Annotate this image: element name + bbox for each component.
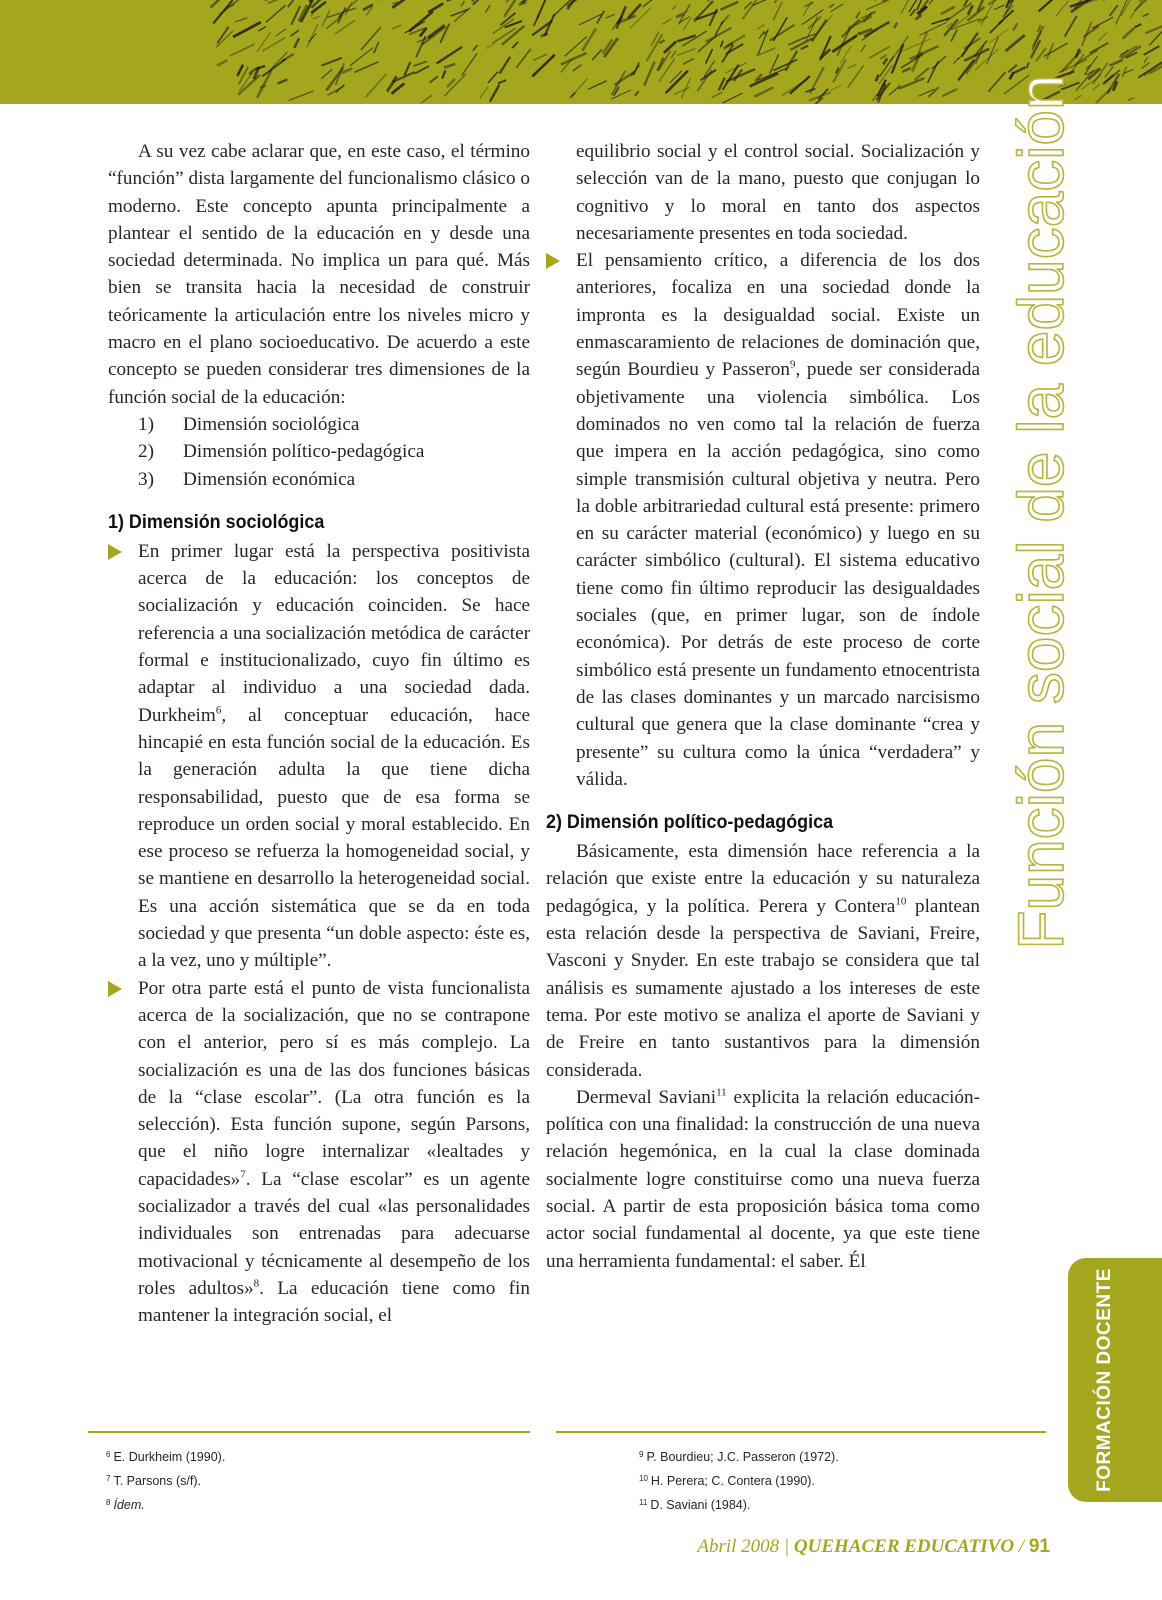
texture-stroke [374,42,379,53]
texture-stroke [486,44,494,49]
footer-separator: | [779,1536,794,1557]
texture-stroke [910,46,939,59]
footnotes-right [639,1444,839,1516]
texture-stroke [278,79,288,83]
paragraph-text: explicita la relación educación-política con una finalidad: la construcción de una nueva relación hegemónica, en la cual la clase dominada socialmente logre constituirse como una nueva fuerza social. A partir de esta proposición básica toma como actor social fundamental al docente, ya que este tiene una herramienta fundamental: el saber. Él [546,1086,981,1272]
footnote-text: T. Parsons (s/f). [113,1474,201,1488]
footnote [639,1444,839,1468]
texture-stroke [454,8,470,22]
side-tab [1068,1258,1162,1502]
texture-stroke [414,61,427,66]
footnotes-left [106,1444,225,1516]
texture-stroke [313,16,320,19]
texture-stroke [1138,61,1162,77]
texture-stroke [674,87,690,94]
list-item-number: 2) [138,441,154,463]
texture-stroke [958,60,974,81]
texture-stroke [876,75,879,82]
texture-stroke [257,32,270,51]
texture-stroke [1076,49,1080,58]
texture-stroke [894,23,897,28]
footnote-ref: 10 [895,895,907,908]
texture-stroke [1145,25,1162,33]
political-paragraph-1 [546,838,980,1084]
right-column [546,138,981,1275]
texture-stroke [291,30,299,36]
bullet-positivist [108,538,530,975]
texture-stroke [722,93,742,103]
side-tab-label: FORMACIÓN DOCENTE [1094,1268,1115,1492]
texture-stroke [677,49,696,56]
footnote-number: 11 [639,1498,648,1507]
texture-stroke [249,70,253,75]
texture-stroke [902,68,911,72]
texture-stroke [833,59,846,82]
footnote-text: D. Saviani (1984). [650,1498,751,1512]
texture-stroke [321,69,332,79]
texture-stroke [1144,57,1148,63]
bullet-text: , al conceptuar educación, hace hincapié en esta función social de la educación. Es la generación adulta la que tiene dicha responsabilidad, puesto que de esa forma se reproduce un orden social y moral establecido. En ese proceso se refuerza la homogeneidad social, y se mantiene en desarrollo la heterogeneidad social. Es una acción sistemática que se da en toda sociedad y que presenta “un doble aspecto: éste es, a la vez, uno y múltiple”. [138,704,530,972]
texture-stroke [437,47,463,64]
texture-stroke [582,29,596,51]
texture-stroke [1123,28,1135,39]
list-item [138,466,530,493]
footnote-text: H. Perera; C. Contera (1990). [650,1474,815,1488]
texture-stroke [1006,35,1025,51]
section-heading-political: 2) Dimensión político-pedagógica [546,811,834,834]
page-footer [697,1536,1050,1558]
texture-stroke [647,34,663,61]
texture-stroke [1096,89,1111,103]
texture-stroke [994,5,1004,10]
texture-stroke [990,20,1003,33]
texture-stroke [588,81,606,89]
texture-stroke [1092,85,1099,91]
footnote [639,1468,839,1492]
texture-stroke [856,12,860,19]
footnote-text: E. Durkheim (1990). [113,1450,226,1464]
triangle-bullet-icon [108,544,122,560]
footnote [639,1492,839,1516]
texture-stroke [451,9,469,16]
texture-stroke [757,25,765,30]
texture-stroke [915,15,921,20]
texture-stroke [1128,98,1135,101]
texture-stroke [813,15,833,39]
texture-stroke [262,59,286,77]
texture-stroke [901,0,913,13]
texture-stroke [861,45,866,52]
footnote-number: 7 [106,1474,111,1483]
list-item-label: Dimensión sociológica [183,413,360,435]
footnote-ref: 6 [215,704,222,717]
texture-stroke [866,0,894,10]
texture-stroke [461,1,464,6]
texture-stroke [901,54,924,68]
texture-stroke [294,38,299,48]
bullet-text: El pensamiento crítico, a diferencia de los dos anteriores, focaliza en una sociedad donde la impronta es la desigualdad social. Existe un enmascaramiento de relaciones de dominación que, según Bourdieu y Passeron [576,250,980,381]
texture-stroke [230,44,255,56]
vertical-section-title [1005,73,1077,950]
texture-stroke [697,70,712,92]
texture-stroke [260,86,266,88]
texture-stroke [750,73,778,86]
texture-stroke [289,91,314,101]
footnote-ref: 8 [253,1277,260,1290]
texture-stroke [1141,63,1149,69]
footnote-ref: 9 [789,358,796,371]
dimensions-list [108,411,530,493]
texture-stroke [1036,48,1046,62]
texture-stroke [932,56,946,69]
texture-stroke [415,66,429,74]
texture-stroke [1027,62,1029,68]
texture-stroke [490,85,499,102]
texture-stroke [683,59,694,65]
texture-stroke [1076,70,1094,91]
texture-stroke [663,19,672,25]
texture-stroke [869,46,890,58]
texture-stroke [233,22,261,37]
footnote-ref: 7 [240,1168,246,1181]
texture-stroke [720,2,738,10]
texture-stroke [276,29,287,36]
list-item-number: 3) [138,468,154,490]
texture-stroke [801,46,808,49]
footnote [106,1468,225,1492]
texture-stroke [806,16,818,41]
texture-stroke [775,0,785,3]
list-item [138,411,530,438]
list-item-label: Dimensión económica [183,468,356,490]
texture-stroke [848,65,864,87]
texture-stroke [1090,43,1109,53]
footnote-ref: 11 [716,1086,727,1099]
bullet-text: . La educación tiene como fin mantener la integración social, el [138,1277,530,1327]
texture-stroke [1110,60,1123,66]
texture-stroke [1110,5,1118,16]
texture-stroke [485,5,490,13]
texture-stroke [1092,17,1113,28]
texture-stroke [1044,43,1068,56]
texture-stroke [532,55,555,77]
bullet-text: En primer lugar está la perspectiva positivista acerca de la educación: los conceptos de socialización y educación coinciden. Se hace referencia a una socialización metódica de carácter formal e institucionalizado, cuyo fin último es adaptar al individuo a una sociedad dada. Durkheim [138,540,530,726]
texture-stroke [579,14,602,25]
texture-stroke [516,49,531,68]
texture-stroke [928,87,939,97]
texture-stroke [847,64,856,68]
texture-stroke [442,70,445,78]
texture-stroke [488,72,498,83]
section-heading-sociological: 1) Dimensión sociológica [108,510,325,533]
texture-stroke [1013,23,1017,30]
vertical-title-text: Función social de la educación [1005,73,1077,950]
texture-stroke [898,78,924,89]
texture-stroke [670,71,682,83]
texture-stroke [708,0,711,2]
texture-stroke [592,50,602,61]
texture-stroke [288,0,295,7]
texture-stroke [597,11,605,24]
footer-separator: / [1014,1536,1029,1557]
paragraph-text: Básicamente, esta dimensión hace referencia a la relación que existe entre la educación y su naturaleza pedagógica, y la política. Perera y Contera [546,841,980,917]
texture-stroke [322,10,330,27]
texture-stroke [1116,0,1129,24]
texture-stroke [1144,64,1162,76]
footnote-number: 9 [639,1450,644,1459]
texture-stroke [430,76,438,82]
paragraph-text: plantean esta relación desde la perspectiva de Saviani, Freire, Vasconi y Snyder. En este trabajo se considera que tal análisis es sumamente ajustado a los intereses de este tema. Por este motivo se analiza el aporte de Saviani y de Freire en tanto sustantivos para la dimensión considerada. [546,895,980,1081]
texture-stroke [392,25,401,29]
intro-paragraph: A su vez cabe aclarar que, en este caso, el término “función” dista largamente del funcionalismo clásico o moderno. Este concepto apunta principalmente a plantear el sentido de la educación en y desde una sociedad determinada. No implica un para qué. Más bien se transita hacia la necesidad de construir teóricamente la articulación entre los niveles micro y macro en el plano socioeducativo. De acuerdo a este concepto se pueden considerar tres dimensiones de la función social de la educación: [108,141,530,408]
texture-stroke [1144,46,1159,55]
texture-stroke [354,62,378,73]
texture-stroke [946,3,972,21]
texture-stroke [1082,22,1092,46]
texture-stroke [473,0,492,5]
bullet-functionalist [108,975,530,1330]
texture-stroke [910,9,915,16]
footnote-divider-right [556,1431,1046,1433]
texture-stroke [235,18,247,22]
texture-stroke [421,95,432,103]
texture-stroke [266,5,286,22]
footnote-number: 6 [106,1450,111,1459]
texture-stroke [409,11,433,31]
bullet-text: Por otra parte está el punto de vista funcionalista acerca de la socialización, que no se contrapone con el anterior, pero sí es más complejo. La socialización es una de las dos funciones básicas de la “clase escolar”. (La otra función es la selección). Esta función supone, según Parsons, que el niño logre internalizar «lealtades y capacidades» [138,977,530,1190]
texture-stroke [1056,0,1069,16]
texture-stroke [759,31,764,38]
texture-stroke [561,53,587,65]
texture-stroke [848,16,872,28]
texture-stroke [392,0,413,8]
texture-stroke [889,85,900,95]
texture-stroke [892,44,904,73]
texture-stroke [1135,0,1151,11]
texture-stroke [989,72,1006,92]
texture-stroke [902,39,930,51]
texture-stroke [659,40,664,43]
texture-stroke [706,49,713,63]
texture-stroke [533,54,547,60]
header-banner [0,0,1162,104]
texture-stroke [392,83,405,93]
texture-stroke [321,58,341,66]
footnote-number: 8 [106,1498,111,1507]
footer-date: Abril 2008 [697,1536,780,1557]
texture-stroke [428,3,443,12]
texture-stroke [962,33,978,57]
texture-stroke [1039,0,1053,11]
texture-stroke [217,60,228,66]
texture-stroke [473,45,478,51]
triangle-bullet-icon [546,253,560,269]
texture-stroke [951,29,957,41]
texture-stroke [1065,16,1077,37]
texture-stroke [942,89,957,96]
footnote-number: 10 [639,1474,648,1483]
texture-stroke [773,2,782,20]
bullet-text: . La “clase escolar” es un agente socializador a través del cual «las personalidades individuales son entrenadas para adecuarse motivacional y técnicamente al desempeño de los roles adultos» [138,1168,530,1299]
texture-stroke [366,74,387,97]
bullet-critical [556,247,980,793]
footnote-text: P. Bourdieu; J.C. Passeron (1972). [646,1450,839,1464]
texture-stroke [672,6,676,10]
texture-stroke [643,0,656,7]
texture-stroke [712,92,723,97]
texture-stroke [512,42,518,48]
texture-stroke [635,91,639,96]
texture-stroke [968,5,973,14]
texture-stroke [929,0,941,4]
texture-stroke [428,25,445,37]
texture-stroke [268,0,279,3]
texture-stroke [1014,67,1026,73]
texture-stroke [694,1,712,22]
texture-stroke [754,87,773,96]
texture-stroke [361,27,381,50]
texture-stroke [1135,24,1142,28]
footnote-divider-left [88,1431,530,1433]
banner-texture [0,0,1162,104]
left-column [108,138,530,1329]
footnote [106,1444,225,1468]
texture-stroke [1143,14,1149,17]
footnote [106,1492,225,1516]
texture-stroke [571,93,575,97]
texture-stroke [829,4,834,8]
texture-stroke [237,65,243,76]
texture-stroke [480,87,488,99]
list-item-label: Dimensión político-pedagógica [183,441,425,463]
footer-magazine: QUEHACER EDUCATIVO [793,1536,1015,1557]
texture-stroke [462,53,477,75]
texture-stroke [211,0,226,8]
page-number: 91 [1028,1536,1050,1557]
texture-stroke [573,65,582,71]
texture-stroke [500,57,511,74]
texture-stroke [644,62,655,86]
political-paragraph-2 [546,1084,980,1275]
texture-stroke [339,0,361,17]
texture-stroke [720,41,723,48]
texture-stroke [606,14,615,18]
texture-stroke [444,64,455,68]
texture-stroke [831,85,842,90]
texture-stroke [611,71,625,95]
texture-stroke [307,24,318,47]
texture-stroke [345,2,352,15]
texture-stroke [537,0,546,18]
paragraph-text: Dermeval Saviani [576,1086,717,1108]
footnote-text: Ídem. [113,1498,145,1512]
texture-stroke [327,68,344,91]
texture-stroke [875,0,881,1]
list-item [138,438,530,465]
texture-stroke [519,2,526,5]
texture-stroke [291,6,300,25]
bullet-text: , puede ser considerada objetivamente una violencia simbólica. Los dominados no ven como tal la relación de fuerza que impera en la acción pedagógica, sino como simple transmisión cultural objetiva y neutra. Pero la doble arbitrariedad cultural está presente: primero en su carácter material (económico) y luego en su carácter simbólico (cultural). El sistema educativo tiene como fin último reproducir las desigualdades sociales (que, en primer lugar, son de índole económica). Por detrás de este proceso de corte simbólico está presente un fundamento etnocentrista de las clases dominantes y un marcado narcisismo cultural que genera que la clase dominante “crea y presente” su cultura como la única “verdadera” y válida. [576,359,980,790]
texture-stroke [498,80,506,83]
texture-stroke [258,27,265,31]
texture-stroke [416,36,425,57]
list-item-number: 1) [138,413,154,435]
texture-stroke [677,36,695,42]
continuation-paragraph: equilibrio social y el control social. Socialización y selección van de la mano, puesto que conjugan lo cognitivo y lo moral en tanto dos aspectos necesariamente presentes en toda sociedad. [576,141,980,244]
texture-stroke [671,51,676,59]
texture-stroke [1098,33,1107,42]
texture-stroke [1122,66,1126,77]
triangle-bullet-icon [108,981,122,997]
texture-stroke [447,0,474,1]
texture-stroke [725,63,747,73]
texture-stroke [883,58,887,64]
texture-stroke [941,7,955,14]
texture-stroke [326,17,341,29]
texture-stroke [953,58,959,64]
